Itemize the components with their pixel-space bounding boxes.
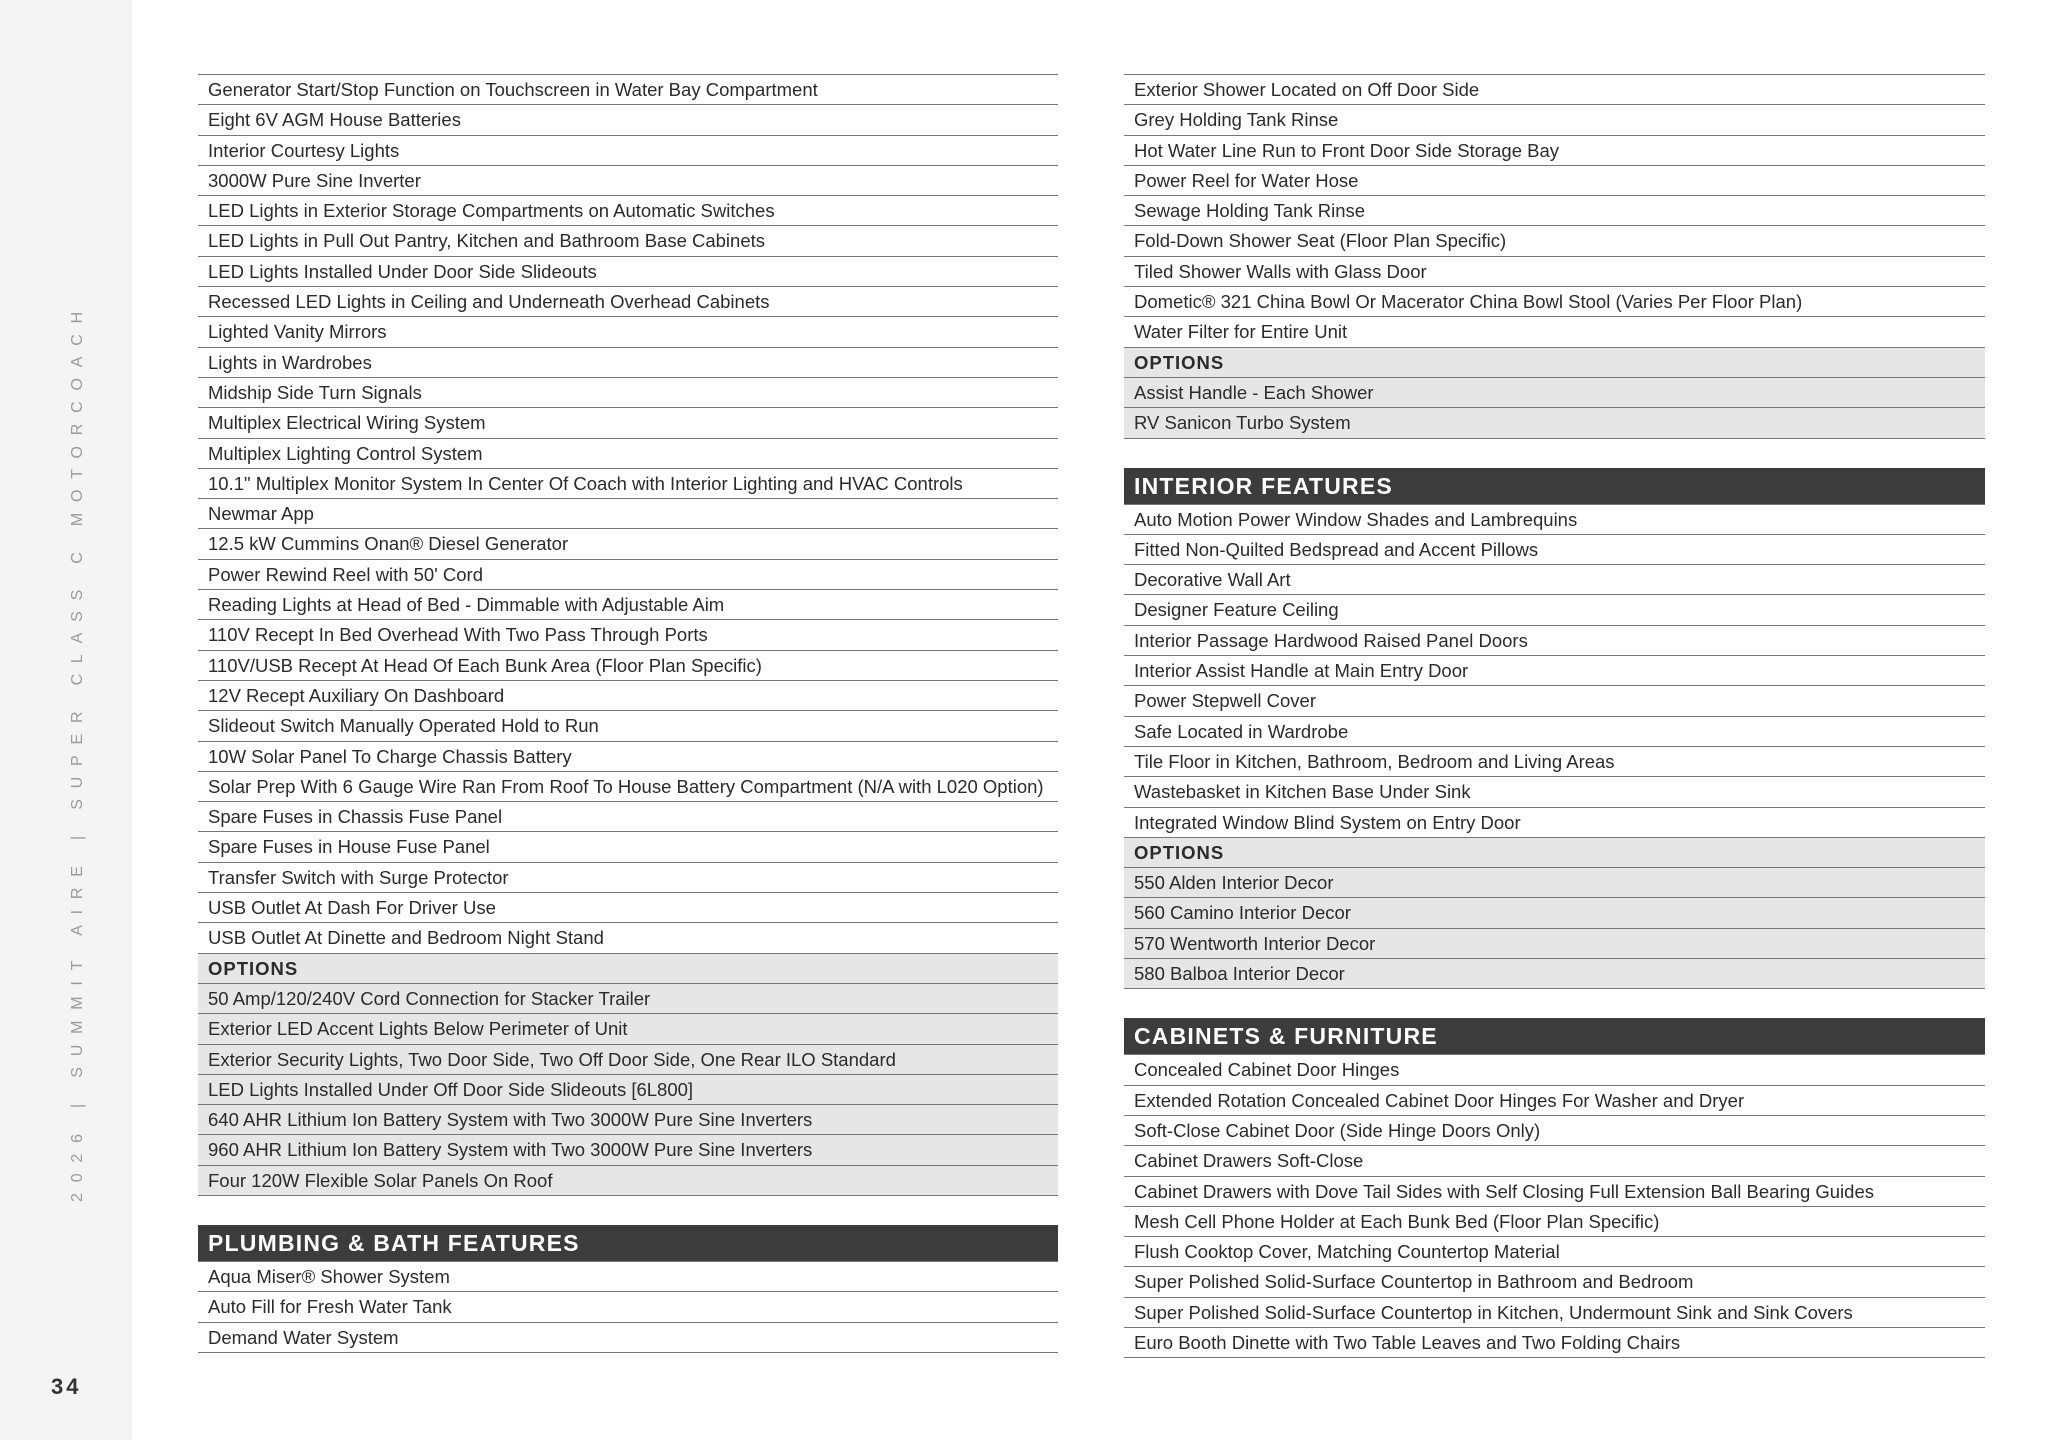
list-item: Tiled Shower Walls with Glass Door [1124,256,1985,286]
list-item: Interior Passage Hardwood Raised Panel Doors [1124,625,1985,655]
list-item: Power Rewind Reel with 50' Cord [198,559,1058,589]
option-item: 570 Wentworth Interior Decor [1124,928,1985,958]
list-item: 12.5 kW Cummins Onan® Diesel Generator [198,528,1058,558]
list-item: LED Lights Installed Under Door Side Slideouts [198,256,1058,286]
list-item: LED Lights in Pull Out Pantry, Kitchen and Bathroom Base Cabinets [198,225,1058,255]
list-item: Lighted Vanity Mirrors [198,316,1058,346]
right-column [1124,74,1985,1358]
list-item: Cabinet Drawers Soft-Close [1124,1145,1985,1175]
option-item: 960 AHR Lithium Ion Battery System with Two 3000W Pure Sine Inverters [198,1134,1058,1164]
list-item: Newmar App [198,498,1058,528]
cabinets-section-header: CABINETS & FURNITURE [1124,1018,1985,1054]
option-item: Exterior Security Lights, Two Door Side, Two Off Door Side, One Rear ILO Standard [198,1044,1058,1074]
running-title-text: 2026 | SUMMIT AIRE | SUPER CLASS C MOTORCOACH [69,301,86,1202]
list-item: Grey Holding Tank Rinse [1124,104,1985,134]
plumbing-continued-list [1124,74,1985,439]
list-item: 10.1" Multiplex Monitor System In Center Of Coach with Interior Lighting and HVAC Controls [198,468,1058,498]
list-item: Power Reel for Water Hose [1124,165,1985,195]
list-item: Aqua Miser® Shower System [198,1261,1058,1291]
option-item: LED Lights Installed Under Off Door Side Slideouts [6L800] [198,1074,1058,1104]
list-item: Eight 6V AGM House Batteries [198,104,1058,134]
option-item: 640 AHR Lithium Ion Battery System with Two 3000W Pure Sine Inverters [198,1104,1058,1134]
option-item: 50 Amp/120/240V Cord Connection for Stacker Trailer [198,983,1058,1013]
list-item: Hot Water Line Run to Front Door Side Storage Bay [1124,135,1985,165]
list-item: Fold-Down Shower Seat (Floor Plan Specific) [1124,225,1985,255]
option-item: 550 Alden Interior Decor [1124,867,1985,897]
list-item: Decorative Wall Art [1124,564,1985,594]
plumbing-features-list [198,1261,1058,1353]
list-item: Integrated Window Blind System on Entry Door [1124,807,1985,837]
option-item: Assist Handle - Each Shower [1124,377,1985,407]
option-item: 560 Camino Interior Decor [1124,897,1985,927]
list-item: Cabinet Drawers with Dove Tail Sides with Self Closing Full Extension Ball Bearing Guides [1124,1176,1985,1206]
option-item: 580 Balboa Interior Decor [1124,958,1985,988]
list-item: Slideout Switch Manually Operated Hold to Run [198,710,1058,740]
list-item: Generator Start/Stop Function on Touchscreen in Water Bay Compartment [198,74,1058,104]
list-item: Interior Assist Handle at Main Entry Door [1124,655,1985,685]
list-item: Transfer Switch with Surge Protector [198,862,1058,892]
list-item: Auto Motion Power Window Shades and Lambrequins [1124,504,1985,534]
interior-features-list [1124,504,1985,990]
interior-section-header: INTERIOR FEATURES [1124,468,1985,504]
list-item: Super Polished Solid-Surface Countertop in Kitchen, Undermount Sink and Sink Covers [1124,1297,1985,1327]
list-item: Flush Cooktop Cover, Matching Countertop Material [1124,1236,1985,1266]
list-item: Exterior Shower Located on Off Door Side [1124,74,1985,104]
list-item: Tile Floor in Kitchen, Bathroom, Bedroom and Living Areas [1124,746,1985,776]
list-item: Lights in Wardrobes [198,347,1058,377]
left-column [198,74,1058,1353]
list-item: 110V/USB Recept At Head Of Each Bunk Area (Floor Plan Specific) [198,650,1058,680]
options-heading: OPTIONS [1124,837,1985,867]
options-heading: OPTIONS [198,953,1058,983]
list-item: Spare Fuses in House Fuse Panel [198,831,1058,861]
list-item: Water Filter for Entire Unit [1124,316,1985,346]
list-item: Concealed Cabinet Door Hinges [1124,1054,1985,1084]
option-item: RV Sanicon Turbo System [1124,407,1985,437]
plumbing-section-header: PLUMBING & BATH FEATURES [198,1225,1058,1261]
list-item: Super Polished Solid-Surface Countertop in Bathroom and Bedroom [1124,1266,1985,1296]
list-item: Wastebasket in Kitchen Base Under Sink [1124,776,1985,806]
list-item: Power Stepwell Cover [1124,685,1985,715]
list-item: Spare Fuses in Chassis Fuse Panel [198,801,1058,831]
list-item: Extended Rotation Concealed Cabinet Door Hinges For Washer and Dryer [1124,1085,1985,1115]
list-item: Multiplex Electrical Wiring System [198,407,1058,437]
list-item: Fitted Non-Quilted Bedspread and Accent Pillows [1124,534,1985,564]
list-item: Mesh Cell Phone Holder at Each Bunk Bed (Floor Plan Specific) [1124,1206,1985,1236]
cabinets-features-list [1124,1054,1985,1358]
list-item: Safe Located in Wardrobe [1124,716,1985,746]
list-item: Auto Fill for Fresh Water Tank [198,1291,1058,1321]
electrical-features-list [198,74,1058,1196]
list-item: Sewage Holding Tank Rinse [1124,195,1985,225]
list-item: Reading Lights at Head of Bed - Dimmable with Adjustable Aim [198,589,1058,619]
list-item: Soft-Close Cabinet Door (Side Hinge Doors Only) [1124,1115,1985,1145]
list-item: Dometic® 321 China Bowl Or Macerator China Bowl Stool (Varies Per Floor Plan) [1124,286,1985,316]
page-number: 34 [51,1374,82,1399]
option-item: Exterior LED Accent Lights Below Perimeter of Unit [198,1013,1058,1043]
list-item: USB Outlet At Dash For Driver Use [198,892,1058,922]
list-item: Interior Courtesy Lights [198,135,1058,165]
list-item: Midship Side Turn Signals [198,377,1058,407]
list-item: Euro Booth Dinette with Two Table Leaves and Two Folding Chairs [1124,1327,1985,1357]
list-item: 12V Recept Auxiliary On Dashboard [198,680,1058,710]
list-item: 110V Recept In Bed Overhead With Two Pass Through Ports [198,619,1058,649]
list-item: Designer Feature Ceiling [1124,594,1985,624]
options-heading: OPTIONS [1124,347,1985,377]
list-item: Solar Prep With 6 Gauge Wire Ran From Roof To House Battery Compartment (N/A with L020 Option) [198,771,1058,801]
sidebar [0,0,132,1440]
list-item: Demand Water System [198,1322,1058,1352]
list-item: Multiplex Lighting Control System [198,438,1058,468]
list-item: USB Outlet At Dinette and Bedroom Night Stand [198,922,1058,952]
list-item: LED Lights in Exterior Storage Compartments on Automatic Switches [198,195,1058,225]
list-item: Recessed LED Lights in Ceiling and Underneath Overhead Cabinets [198,286,1058,316]
list-item: 3000W Pure Sine Inverter [198,165,1058,195]
option-item: Four 120W Flexible Solar Panels On Roof [198,1165,1058,1195]
list-item: 10W Solar Panel To Charge Chassis Battery [198,741,1058,771]
